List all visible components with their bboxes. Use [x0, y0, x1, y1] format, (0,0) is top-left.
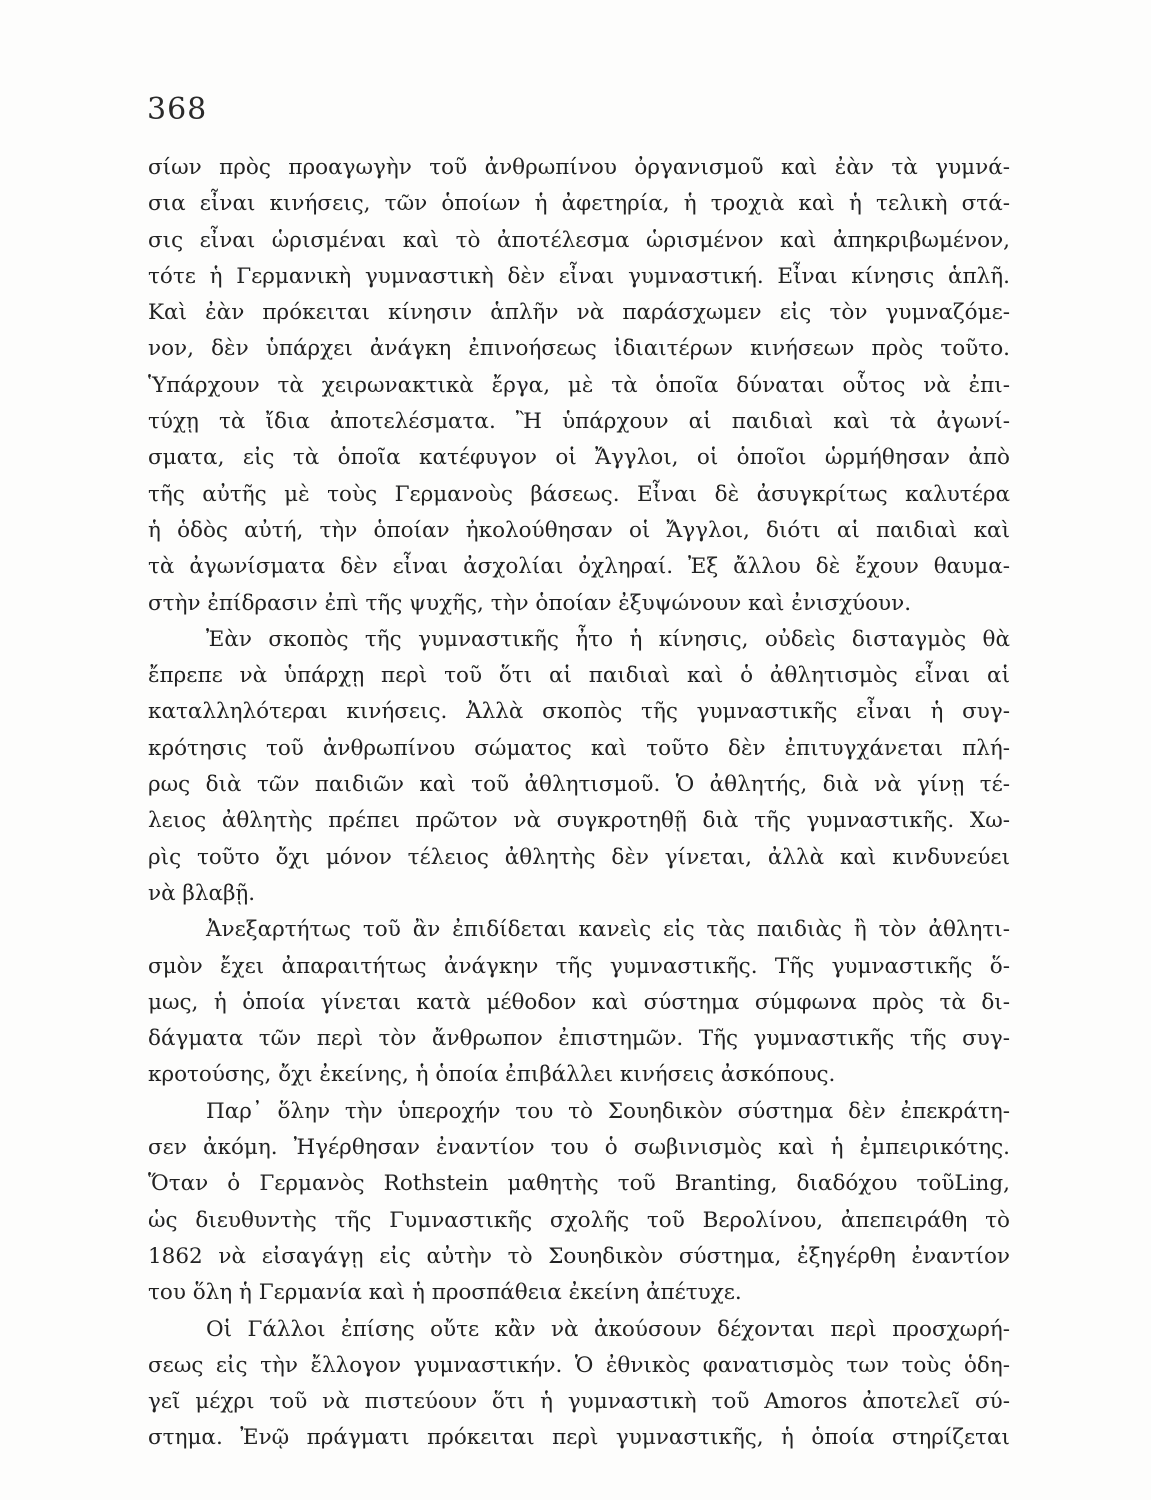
text-line: δάγματα τῶν περὶ τὸν ἄνθρωπον ἐπιστημῶν. Τῆς γυμναστικῆς τῆς συγ- — [148, 1026, 1010, 1052]
page-number: 368 — [147, 92, 208, 127]
text-line: Ἐὰν σκοπὸς τῆς γυμναστικῆς ἦτο ἡ κίνησις, οὐδεὶς δισταγμὸς θὰ — [206, 626, 1010, 652]
text-line: Ὑπάρχουν τὰ χειρωνακτικὰ ἔργα, μὲ τὰ ὁποῖα δύναται οὗτος νὰ ἐπι- — [148, 372, 1010, 398]
text-line: κροτούσης, ὄχι ἐκείνης, ἡ ὁποία ἐπιβάλλει κινήσεις ἀσκόπους. — [148, 1062, 836, 1088]
text-line: Οἱ Γάλλοι ἐπίσης οὔτε κἂν νὰ ἀκούσουν δέχονται περὶ προσχωρή- — [206, 1316, 1010, 1342]
text-line: του ὅλη ἡ Γερμανία καὶ ἡ προσπάθεια ἐκείνη ἀπέτυχε. — [148, 1280, 742, 1306]
text-line: γεῖ μέχρι τοῦ νὰ πιστεύουν ὅτι ἡ γυμναστικὴ τοῦ Amoros ἀποτελεῖ σύ- — [148, 1389, 1010, 1415]
text-line: σις εἶναι ὡρισμέναι καὶ τὸ ἀποτέλεσμα ὡρισμένον καὶ ἀπηκριβωμένον, — [148, 227, 1010, 253]
text-line: Παρ᾽ ὅλην τὴν ὑπεροχήν του τὸ Σουηδικὸν σύστημα δὲν ἐπεκράτη- — [206, 1098, 1010, 1124]
text-line: στὴν ἐπίδρασιν ἐπὶ τῆς ψυχῆς, τὴν ὁποίαν ἐξυψώνουν καὶ ἐνισχύουν. — [148, 590, 912, 616]
text-line: Καὶ ἐὰν πρόκειται κίνησιν ἁπλῆν νὰ παράσχωμεν εἰς τὸν γυμναζόμε- — [148, 300, 1010, 326]
text-line: σια εἶναι κινήσεις, τῶν ὁποίων ἡ ἀφετηρία, ἡ τροχιὰ καὶ ἡ τελικὴ στά- — [148, 191, 1010, 217]
text-line: σεν ἀκόμη. Ἠγέρθησαν ἐναντίον του ὁ σωβινισμὸς καὶ ἡ ἐμπειρικότης. — [148, 1135, 1010, 1161]
text-line: τῆς αὐτῆς μὲ τοὺς Γερμανοὺς βάσεως. Εἶναι δὲ ἀσυγκρίτως καλυτέρα — [148, 481, 1010, 507]
text-line: Ὅταν ὁ Γερμανὸς Rothstein μαθητὴς τοῦ Branting, διαδόχου τοῦLing, — [148, 1171, 1010, 1197]
text-line: ρως διὰ τῶν παιδιῶν καὶ τοῦ ἀθλητισμοῦ. Ὁ ἀθλητής, διὰ νὰ γίνῃ τέ- — [148, 772, 1010, 798]
text-line: σμὸν ἔχει ἀπαραιτήτως ἀνάγκην τῆς γυμναστικῆς. Τῆς γυμναστικῆς ὅ- — [148, 953, 1010, 979]
text-line: σίων πρὸς προαγωγὴν τοῦ ἀνθρωπίνου ὀργανισμοῦ καὶ ἐὰν τὰ γυμνά- — [148, 155, 1010, 180]
text-line: κρότησις τοῦ ἀνθρωπίνου σώματος καὶ τοῦτο δὲν ἐπιτυγχάνεται πλή- — [148, 735, 1010, 761]
text-line: ρὶς τοῦτο ὄχι μόνον τέλειος ἀθλητὴς δὲν γίνεται, ἀλλὰ καὶ κινδυνεύει — [148, 844, 1010, 870]
text-line: ἔπρεπε νὰ ὑπάρχῃ περὶ τοῦ ὅτι αἱ παιδιαὶ καὶ ὁ ἀθλητισμὸς εἶναι αἱ — [148, 663, 1010, 689]
text-line: στημα. Ἐνῷ πράγματι πρόκειται περὶ γυμναστικῆς, ἡ ὁποία στηρίζεται — [148, 1425, 1010, 1451]
text-line: ἡ ὁδὸς αὐτή, τὴν ὁποίαν ἠκολούθησαν οἱ Ἄγγλοι, διότι αἱ παιδιαὶ καὶ — [148, 517, 1010, 543]
text-line: 1862 νὰ εἰσαγάγῃ εἰς αὐτὴν τὸ Σουηδικὸν σύστημα, ἐξηγέρθη ἐναντίον — [148, 1243, 1010, 1269]
text-line: μως, ἡ ὁποία γίνεται κατὰ μέθοδον καὶ σύστημα σύμφωνα πρὸς τὰ δι- — [148, 989, 1010, 1015]
text-line: σεως εἰς τὴν ἔλλογον γυμναστικήν. Ὁ ἐθνικὸς φανατισμὸς των τοὺς ὁδη- — [148, 1352, 1010, 1378]
text-line: τότε ἡ Γερμανικὴ γυμναστικὴ δὲν εἶναι γυμναστική. Εἶναι κίνησις ἁπλῆ. — [148, 263, 1010, 289]
text-line: λειος ἀθλητὴς πρέπει πρῶτον νὰ συγκροτηθῇ διὰ τῆς γυμναστικῆς. Χω- — [148, 808, 1010, 834]
text-line: τὰ ἀγωνίσματα δὲν εἶναι ἀσχολίαι ὀχληραί. Ἐξ ἄλλου δὲ ἔχουν θαυμα- — [148, 554, 1010, 580]
text-line: σματα, εἰς τὰ ὁποῖα κατέφυγον οἱ Ἄγγλοι, οἱ ὁποῖοι ὡρμήθησαν ἀπὸ — [148, 445, 1010, 471]
text-line: ὡς διευθυντὴς τῆς Γυμναστικῆς σχολῆς τοῦ Βερολίνου, ἀπεπειράθη τὸ — [148, 1207, 1010, 1233]
text-line: καταλληλότεραι κινήσεις. Ἀλλὰ σκοπὸς τῆς γυμναστικῆς εἶναι ἡ συγ- — [148, 699, 1010, 725]
text-line: νον, δὲν ὑπάρχει ἀνάγκη ἐπινοήσεως ἰδιαιτέρων κινήσεων πρὸς τοῦτο. — [148, 336, 1010, 362]
body-text — [148, 150, 1010, 1457]
text-line: τύχῃ τὰ ἴδια ἀποτελέσματα. Ἢ ὑπάρχουν αἱ παιδιαὶ καὶ τὰ ἀγωνί- — [148, 409, 1010, 435]
text-line: Ἀνεξαρτήτως τοῦ ἂν ἐπιδίδεται κανεὶς εἰς τὰς παιδιὰς ἢ τὸν ἀθλητι- — [206, 917, 1010, 943]
text-line: νὰ βλαβῇ. — [148, 880, 256, 906]
